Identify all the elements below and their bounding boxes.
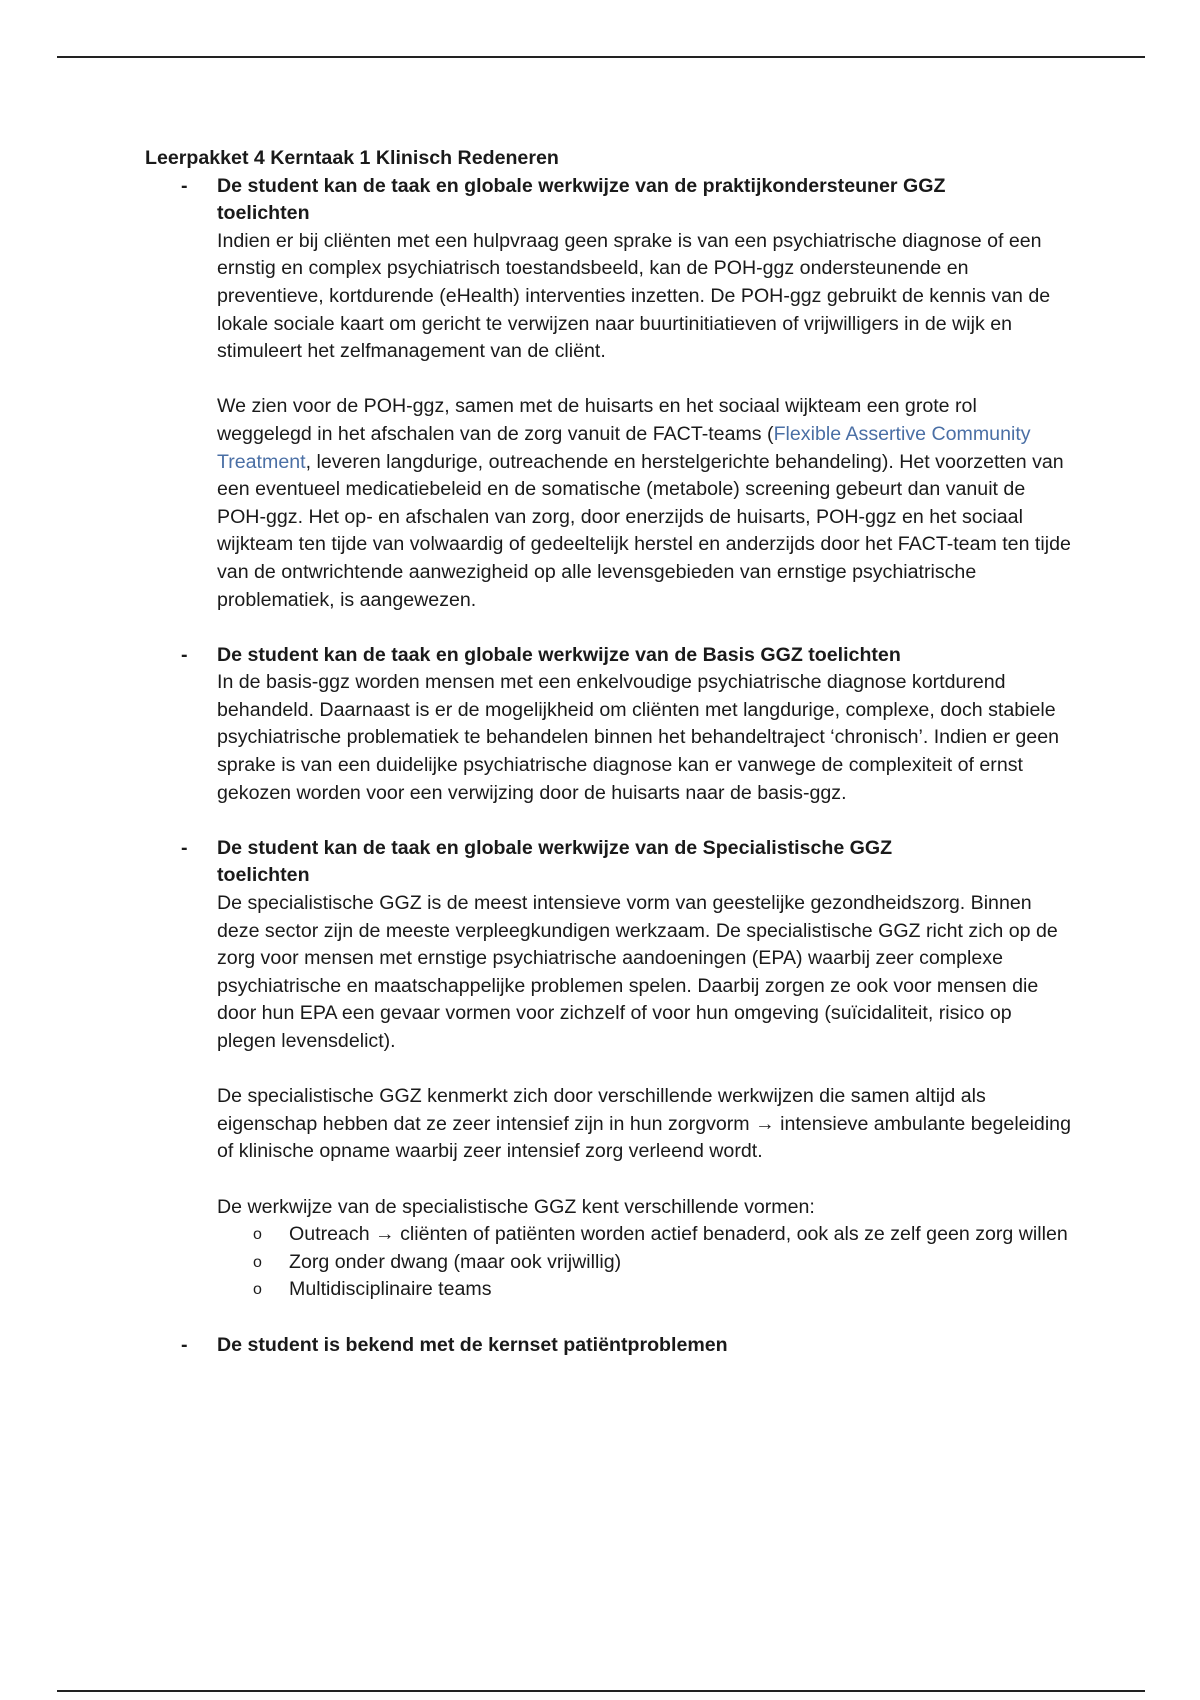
section-basis-ggz <box>145 642 1075 808</box>
fact-link[interactable]: Flexible Assertive Community Treatment <box>217 422 1031 473</box>
section-paragraph: De werkwijze van de specialistische GGZ kent verschillende vormen: <box>217 1195 815 1218</box>
list-item: o Zorg onder dwang (maar ook vrijwillig) <box>217 1249 1075 1277</box>
bullet-dash: - <box>181 643 188 666</box>
document-body <box>145 145 1075 1387</box>
section-paragraph: De specialistische GGZ kenmerkt zich door verschillende werkwijzen die samen altijd als eigenschap hebben dat ze zeer intensief zijn in hun zorgvorm → intensieve ambulante begeleiding of klinische opname waarbij zeer intensief zorg verleend wordt. <box>217 1085 1071 1163</box>
section-kernset <box>145 1332 1075 1360</box>
section-heading: De student kan de taak en globale werkwijze van de Basis GGZ toelichten <box>217 643 901 666</box>
section-paragraph: In de basis-ggz worden mensen met een enkelvoudige psychiatrische diagnose kortdurend behandeld. Daarnaast is er de mogelijkheid om cliënten met langdurige, complexe, doch stabiele psychiatrische problematiek te behandelen binnen het behandeltraject ‘chronisch’. Indien er geen sprake is van een duidelijke psychiatrische diagnose kan er vanwege de complexiteit of ernst gekozen worden voor een verwijzing door de huisarts naar de basis-ggz. <box>217 671 1059 804</box>
bullet-dash: - <box>181 836 188 859</box>
section-heading: De student is bekend met de kernset patiëntproblemen <box>217 1333 728 1356</box>
section-heading: De student kan de taak en globale werkwijze van de Specialistische GGZ toelichten <box>217 836 893 887</box>
circle-bullet-icon: o <box>253 1226 262 1244</box>
section-specialistische-ggz <box>145 835 1075 1304</box>
bullet-dash: - <box>181 1333 188 1356</box>
bullet-dash: - <box>181 174 188 197</box>
section-heading: De student kan de taak en globale werkwijze van de praktijkondersteuner GGZ toelichten <box>217 174 946 225</box>
document-title: Leerpakket 4 Kerntaak 1 Klinisch Redeneren <box>145 147 559 169</box>
circle-bullet-icon: o <box>253 1253 262 1271</box>
circle-bullet-icon: o <box>253 1281 262 1299</box>
list-item: o Outreach → cliënten of patiënten worden actief benaderd, ook als ze zelf geen zorg willen <box>217 1221 1075 1249</box>
section-paragraph: Indien er bij cliënten met een hulpvraag geen sprake is van een psychiatrische diagnose of een ernstig en complex psychiatrisch toestandsbeeld, kan de POH-ggz ondersteunende en preventieve, kortdurende (eHealth) interventies inzetten. De POH-ggz gebruikt de kennis van de lokale sociale kaart om gericht te verwijzen naar buurtinitiatieven of vrijwilligers in de wijk en stimuleert het zelfmanagement van de cliënt. <box>217 229 1051 363</box>
werkwijze-list <box>217 1221 1075 1304</box>
section-paragraph: We zien voor de POH-ggz, samen met de huisarts en het sociaal wijkteam een grote rol weggelegd in het afschalen van de zorg vanuit de FACT-teams (Flexible Assertive Community Treatment, leveren langdurige, outreachende en herstelgerichte behandeling). Het voorzetten van een eventueel medicatiebeleid en de somatische (metabole) screening gebeurt dan vanuit de POH-ggz. Het op- en afschalen van zorg, door enerzijds de huisarts, POH-ggz en het sociaal wijkteam ten tijde van volwaardig of gedeeltelijk herstel en anderzijds door het FACT-team ten tijde van de ontwrichtende aanwezigheid op alle levensgebieden van ernstige psychiatrische problematiek, is aangewezen. <box>217 395 1071 611</box>
section-poh-ggz <box>145 173 1075 615</box>
section-paragraph: De specialistische GGZ is de meest intensieve vorm van geestelijke gezondheidszorg. Binnen deze sector zijn de meeste verpleegkundigen werkzaam. De specialistische GGZ richt zich op de zorg voor mensen met ernstige psychiatrische aandoeningen (EPA) waarbij zeer complexe psychiatrische en maatschappelijke problemen spelen. Daarbij zorgen ze ook voor mensen die door hun EPA een gevaar vormen voor zichzelf of voor hun omgeving (suïcidaliteit, risico op plegen levensdelict). <box>217 892 1058 1052</box>
header-rule <box>57 56 1145 58</box>
list-item: o Multidisciplinaire teams <box>217 1276 1075 1304</box>
footer-rule <box>57 1690 1145 1692</box>
